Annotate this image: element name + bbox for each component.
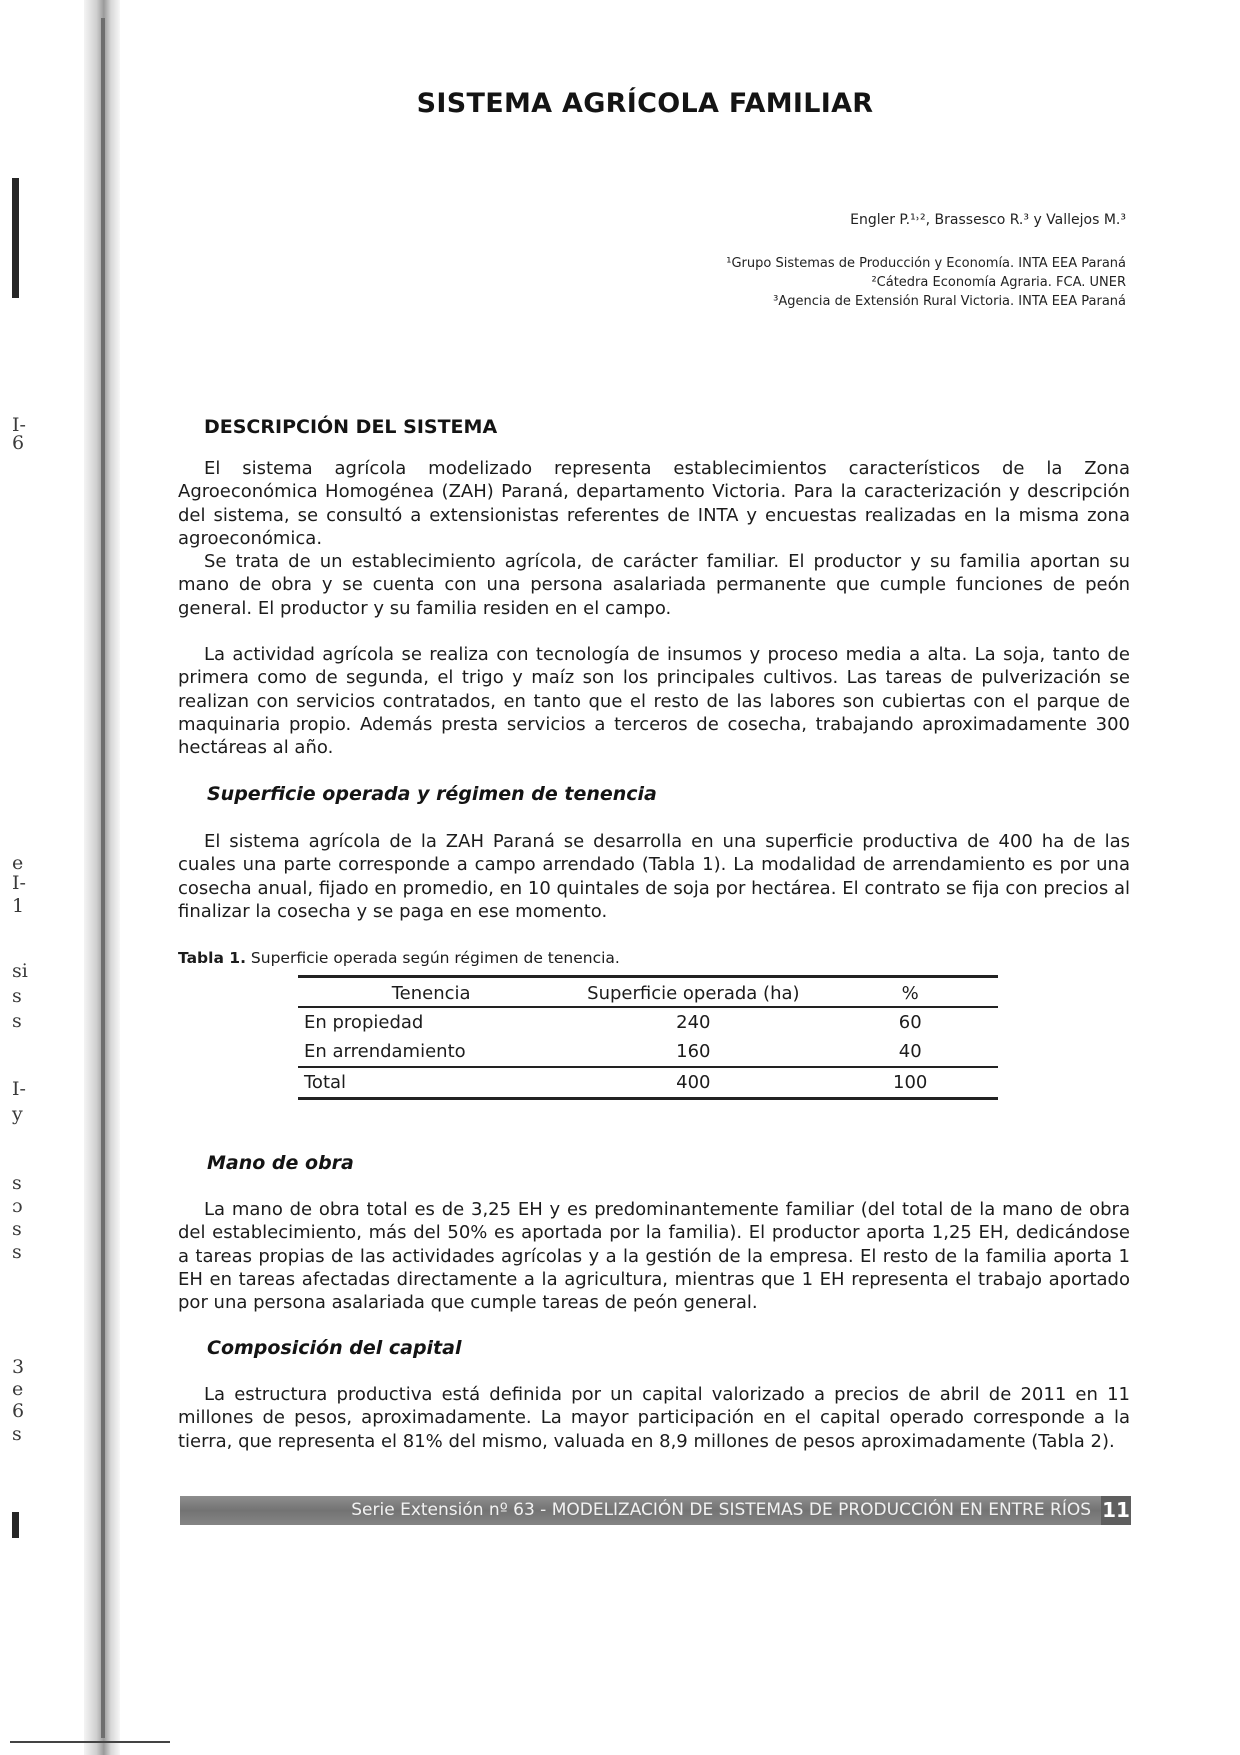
margin-bleed-mark: I-	[12, 872, 26, 894]
paragraph-description-3: La actividad agrícola se realiza con tecnología de insumos y proceso media a alta. La soja, tanto de primera como de segunda, el trigo y maíz son los principales cultivos. Las tareas de pulverización se realizan con servicios contratados, en tanto que el resto de las labores son cubiertas con el parque de maquinaria propio. Además presta servicios a terceros de cosecha, trabajando aproximadamente 300 hectáreas al año.	[178, 644, 1130, 759]
section-heading: DESCRIPCIÓN DEL SISTEMA	[204, 416, 498, 438]
subheading-capital: Composición del capital	[207, 1337, 462, 1359]
affiliation-item: ²Cátedra Economía Agraria. FCA. UNER	[871, 275, 1126, 290]
table-cell: En propiedad	[304, 1012, 424, 1033]
table-header-cell: Superficie operada (ha)	[587, 982, 800, 1004]
table-cell: En arrendamiento	[304, 1041, 466, 1062]
table-row	[298, 1007, 998, 1037]
table-header-row	[298, 977, 998, 1008]
table-header-cell: Tenencia	[391, 982, 471, 1004]
margin-bleed-mark: si	[12, 960, 28, 982]
paragraph-description-1: El sistema agrícola modelizado representa establecimientos característicos de la Zona Agroeconómica Homogénea (ZAH) Paraná, departamento Victoria. Para la caracterización y descripción del sistema, se consultó a extensionistas referentes de INTA y encuestas realizadas en la misma zona agroeconómica.	[178, 458, 1130, 549]
paragraph-superficie: El sistema agrícola de la ZAH Paraná se desarrolla en una superficie productiva de 400 ha de las cuales una parte corresponde a campo arrendado (Tabla 1). La modalidad de arrendamiento es por una cosecha anual, fijado en promedio, en 10 quintales de soja por hectárea. El contrato se fija con precios al finalizar la cosecha y se paga en ese momento.	[178, 831, 1130, 922]
paragraph-mano-de-obra: La mano de obra total es de 3,25 EH y es predominantemente familiar (del total de la mano de obra del establecimiento, más del 50% es aportada por la familia). El productor aporta 1,25 EH, dedicándose a tareas propias de las actividades agrícolas y a la gestión de la empresa. El resto de la familia aporta 1 EH en tareas afectadas directamente a la agricultura, mientras que 1 EH representa el trabajo aportado por una persona asalariada que cumple tareas de peón general.	[178, 1199, 1130, 1314]
margin-bleed-mark: I-	[12, 414, 26, 436]
margin-bleed-mark: e	[12, 852, 24, 874]
margin-bleed-mark: s	[12, 1423, 22, 1445]
margin-bleed-mark: s	[12, 1218, 22, 1240]
margin-bleed-mark: s	[12, 1010, 22, 1032]
table-cell: 60	[898, 1012, 922, 1033]
subheading-mano-de-obra: Mano de obra	[207, 1152, 354, 1174]
margin-bleed-mark: I-	[12, 1078, 26, 1100]
table-row	[298, 1037, 998, 1067]
paragraph-description-2: Se trata de un establecimiento agrícola, de carácter familiar. El productor y su familia aportan su mano de obra y se cuenta con una persona asalariada permanente que cumple funciones de peón general. El productor y su familia residen en el campo.	[178, 551, 1130, 619]
page-number: 11	[1101, 1496, 1131, 1525]
tenure-table	[298, 975, 998, 1100]
affiliation-item: ¹Grupo Sistemas de Producción y Economía. INTA EEA Paraná	[726, 256, 1126, 271]
table-total-row	[298, 1067, 998, 1099]
margin-bleed-mark: 6	[12, 432, 25, 454]
margin-bleed-mark: ɔ	[12, 1195, 23, 1217]
subheading-superficie: Superficie operada y régimen de tenencia	[207, 783, 657, 805]
margin-bleed-mark: s	[12, 985, 22, 1007]
footer-series-title: Serie Extensión nº 63 - MODELIZACIÓN DE SISTEMAS DE PRODUCCIÓN EN ENTRE RÍOS	[351, 1500, 1091, 1520]
author-line: Engler P.¹˒², Brassesco R.³ y Vallejos M.³	[850, 212, 1126, 228]
table-cell: 100	[893, 1072, 928, 1093]
paragraph-capital: La estructura productiva está definida por un capital valorizado a precios de abril de 2011 en 11 millones de pesos, aproximadamente. La mayor participación en el capital operado corresponde a la tierra, que representa el 81% del mismo, valuada en 8,9 millones de pesos aproximadamente (Tabla 2).	[178, 1384, 1130, 1452]
table-cell: 40	[898, 1041, 922, 1062]
table-cell: Total	[304, 1072, 347, 1093]
table-caption-label: Tabla 1.	[178, 949, 246, 967]
table-caption	[178, 949, 620, 967]
margin-bleed-mark: 6	[12, 1400, 25, 1422]
margin-bleed-mark: s	[12, 1241, 22, 1263]
table-cell: 160	[676, 1041, 711, 1062]
table-cell: 240	[676, 1012, 711, 1033]
table-header-cell: %	[901, 982, 919, 1004]
affiliations	[726, 254, 1126, 311]
footer-band	[180, 1496, 1131, 1525]
affiliation-item: ³Agencia de Extensión Rural Victoria. INTA EEA Paraná	[773, 294, 1126, 309]
margin-bleed-mark: 1	[12, 895, 25, 917]
page-title: SISTEMA AGRÍCOLA FAMILIAR	[416, 88, 874, 119]
margin-bleed-mark: 3	[12, 1356, 25, 1378]
table-cell: 400	[676, 1072, 711, 1093]
margin-bleed-mark: s	[12, 1172, 22, 1194]
table-caption-text: Superficie operada según régimen de tenencia.	[250, 949, 620, 967]
margin-bleed-mark: y	[12, 1103, 23, 1125]
margin-bleed-mark: e	[12, 1378, 24, 1400]
